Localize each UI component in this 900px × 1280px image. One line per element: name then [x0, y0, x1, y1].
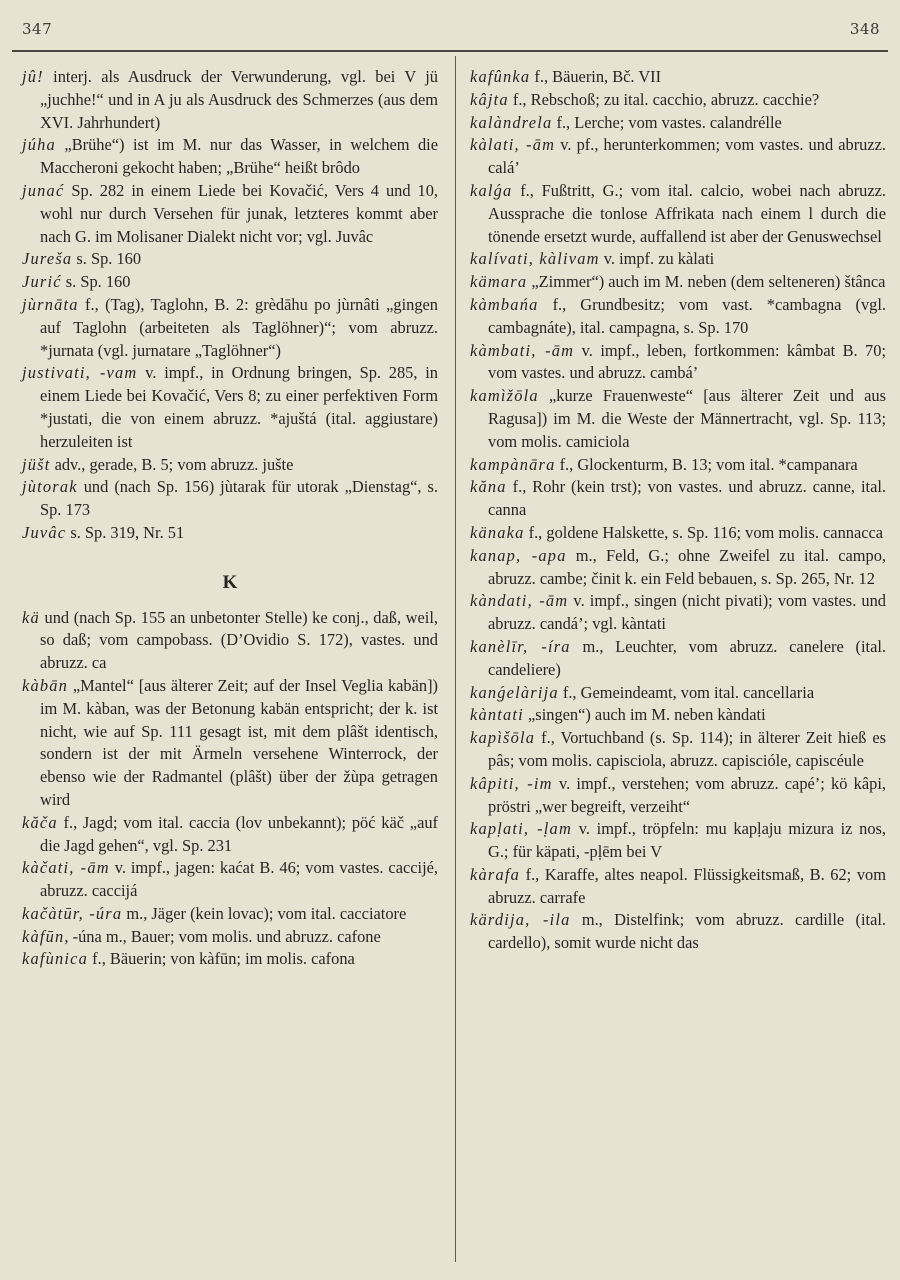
entry-definition: s. Sp. 160	[61, 272, 131, 292]
entry-headword: kalàndrela	[470, 112, 553, 132]
entry-headword: kàntati	[470, 705, 524, 725]
entry-headword: jùrnāta	[22, 294, 79, 314]
entry-definition: v. impf., verstehen; vom abruzz. capé’; kö kâpi, pröstri „wer begreift, verzeiht“	[488, 773, 886, 816]
entry-headword: kàndati, -ām	[470, 591, 569, 611]
dictionary-entry	[470, 682, 886, 705]
dictionary-entry	[470, 454, 886, 477]
entry-headword: jüšt	[22, 454, 51, 474]
entry-definition: adv., gerade, B. 5; vom abruzz. jušte	[50, 454, 294, 474]
dictionary-entry	[470, 180, 886, 248]
entry-definition: m., Leuchter, vom abruzz. canelere (ital. candeliere)	[488, 636, 886, 679]
entry-headword: jû!	[22, 67, 44, 86]
entry-headword: justivati, -vam	[22, 363, 138, 383]
entry-definition: f., (Tag), Taglohn, B. 2: grèdāhu po jùrnâti „gingen auf Taglohn (arbeiteten als Taglöhner)“; vom abruzz. *jurnata (vgl. jurnatare „Taglöhner“)	[40, 294, 438, 360]
entry-headword: Jureša	[22, 249, 73, 269]
dictionary-entry	[22, 607, 438, 675]
entry-headword: kâjta	[470, 89, 509, 109]
dictionary-entry	[22, 948, 438, 971]
entry-definition: und (nach Sp. 155 an unbetonter Stelle) ke conj., daß, weil, so daß; vom campobass. (D’Ovidio S. 172), vastes. und abruzz. ca	[39, 607, 438, 673]
entry-definition: f., Rebschoß; zu ital. cacchio, abruzz. cacchie?	[508, 89, 820, 109]
entry-definition: „Zimmer“) auch im M. neben (dem selteneren) štânca	[527, 272, 886, 292]
entry-definition: v. impf., singen (nicht pivati); vom vastes. und abruzz. candá’; vgl. kàntati	[488, 591, 887, 634]
entry-headword: Juvâc	[22, 522, 67, 542]
entry-definition: f., Grundbesitz; vom vast. *cambagna (vgl. cambagnáte), ital. campagna, s. Sp. 170	[488, 294, 886, 337]
right-column	[470, 66, 886, 955]
dictionary-entry	[22, 926, 438, 949]
entry-headword: junać	[22, 180, 65, 200]
entry-headword: jùtorak	[22, 477, 78, 497]
dictionary-entry	[22, 362, 438, 453]
entry-headword: kàfūn	[22, 926, 65, 946]
entry-headword: kanèlīr, -íra	[470, 636, 571, 656]
entry-definition: v. impf., leben, fortkommen: kâmbat B. 70; vom vastes. und abruzz. cambá’	[488, 340, 886, 383]
dictionary-entry	[470, 248, 886, 271]
entry-definition: und (nach Sp. 156) jùtarak für utorak „Dienstag“, s. Sp. 173	[40, 477, 438, 520]
entry-definition: f., Vortuchband (s. Sp. 114); in älterer Zeit hieß es pâs; vom molis. capisciola, abruzz. capiscióle, capiscéule	[488, 728, 886, 770]
entry-headword: kalívati, kàlivam	[470, 249, 600, 269]
entry-definition: m., Jäger (kein lovac); vom ital. cacciatore	[122, 903, 407, 923]
entry-headword: kàrafa	[470, 864, 520, 884]
entry-headword: kamìžōla	[470, 386, 539, 406]
column-divider	[455, 56, 456, 1262]
entry-headword: kanap, -apa	[470, 545, 567, 565]
header-rule	[12, 50, 888, 52]
entry-definition: f., Lerche; vom vastes. calandrélle	[552, 112, 782, 132]
dictionary-entry	[470, 773, 886, 819]
dictionary-entry	[470, 545, 886, 591]
entry-headword: känaka	[470, 522, 525, 542]
dictionary-entry	[470, 522, 886, 545]
right-entries	[470, 66, 886, 955]
entry-definition: s. Sp. 319, Nr. 51	[66, 522, 185, 542]
entry-definition: f., goldene Halskette, s. Sp. 116; vom molis. cannacca	[524, 522, 884, 542]
dictionary-entry	[22, 476, 438, 522]
entry-definition: f., Karaffe, altes neapol. Flüssigkeitsmaß, B. 62; vom abruzz. carrafe	[488, 864, 886, 907]
entry-headword: kapḷati, -ḷam	[470, 819, 572, 839]
dictionary-entry	[470, 112, 886, 135]
entry-headword: kačàtūr, -úra	[22, 903, 123, 923]
dictionary-entry	[22, 812, 438, 858]
dictionary-entry	[470, 704, 886, 727]
entry-headword: kàmbati, -ām	[470, 340, 575, 360]
dictionary-entry	[22, 134, 438, 180]
dictionary-entry	[470, 89, 886, 112]
dictionary-entry	[470, 476, 886, 522]
entry-headword: kâpiti, -im	[470, 773, 553, 793]
entry-definition: v. impf., in Ordnung bringen, Sp. 285, in einem Liede bei Kovačić, Vers 8; zu einer perfektiven Form *justati, die von einem abruzz. *ajuštá (ital. aggiustare) herzuleiten ist	[40, 363, 438, 451]
entry-headword: kanǵelàrija	[470, 682, 559, 702]
entry-headword: kä	[22, 607, 40, 627]
left-entries-before-section	[22, 66, 438, 545]
entry-definition: „Mantel“ [aus älterer Zeit; auf der Insel Veglia kabän]) im M. kàban, was der Betonung kabän entspricht; der k. ist nicht, wie auf Sp. 111 gesagt ist, mit dem plâšt identisch, sondern ist der mit Ärmeln versehene Winterrock, der ebenso wie der Radmantel (plâšt) über der žùpa getragen wird	[40, 675, 438, 809]
entry-headword: kàčati, -ām	[22, 858, 110, 878]
entry-definition: f., Bäuerin; von kàfūn; im molis. cafona	[88, 949, 355, 969]
dictionary-entry	[470, 727, 886, 773]
entry-headword: kämara	[470, 272, 528, 292]
dictionary-entry	[22, 903, 438, 926]
entry-definition: f., Fußtritt, G.; vom ital. calcio, wobei nach abruzz. Aussprache die tonlose Affrikata nach einem l durch die tönende ersetzt wurde, auffallend ist aber der Genuswechsel	[488, 180, 886, 246]
page-number-left: 347	[22, 20, 53, 38]
entry-definition: m., Feld, G.; ohne Zweifel zu ital. campo, abruzz. cambe; činit k. ein Feld bebauen, s. Sp. 265, Nr. 12	[488, 545, 886, 588]
entry-definition: f., Gemeindeamt, vom ital. cancellaria	[558, 682, 815, 702]
entry-headword: kăča	[22, 812, 58, 832]
entry-definition: f., Bäuerin, Bč. VII	[530, 67, 662, 86]
dictionary-entry	[470, 385, 886, 453]
entry-definition: f., Glockenturm, B. 13; vom ital. *campanara	[555, 454, 858, 474]
dictionary-entry	[22, 294, 438, 362]
entry-definition: , -úna m., Bauer; vom molis. und abruzz. cafone	[64, 926, 381, 946]
entry-headword: kàbān	[22, 675, 69, 695]
dictionary-entry	[470, 66, 886, 89]
entry-headword: kàmbańa	[470, 294, 539, 314]
entry-headword: kafùnica	[22, 949, 89, 969]
page-number-right: 348	[849, 20, 880, 38]
entry-definition: f., Rohr (kein trst); von vastes. und abruzz. canne, ital. canna	[488, 477, 886, 520]
dictionary-entry	[22, 454, 438, 477]
entry-definition: „singen“) auch im M. neben kàndati	[523, 705, 766, 725]
entry-definition: „kurze Frauenweste“ [aus älterer Zeit und aus Ragusa]) im M. die Weste der Männertracht, vgl. Sp. 113; vom molis. camiciola	[488, 386, 886, 451]
dictionary-entry	[470, 636, 886, 682]
entry-headword: kăna	[470, 477, 507, 497]
entry-definition: interj. als Ausdruck der Verwunderung, vgl. bei V jü „juchhe!“ und in A ju als Ausdruck des Schmerzes (aus dem XVI. Jahrhundert)	[40, 67, 438, 132]
entry-definition: v. impf., tröpfeln: mu kapḷaju mizura iz nos, G.; für käpati, -pḷēm bei V	[488, 819, 886, 862]
dictionary-entry	[470, 818, 886, 864]
dictionary-entry	[22, 66, 438, 134]
entry-headword: kärdija, -ila	[470, 910, 571, 930]
entry-definition: v. impf. zu kàlati	[599, 249, 715, 269]
left-entries-after-section	[22, 607, 438, 972]
entry-definition: f., Jagd; vom ital. caccia (lov unbekannt); pöć käč „auf die Jagd gehen“, vgl. Sp. 231	[40, 812, 438, 855]
dictionary-entry	[22, 522, 438, 545]
entry-definition: v. pf., herunterkommen; vom vastes. und abruzz. calá’	[488, 135, 886, 178]
section-letter-heading: K	[222, 571, 238, 593]
entry-headword: kalǵa	[470, 180, 513, 200]
dictionary-entry	[470, 590, 886, 636]
entry-definition: m., Distelfink; vom abruzz. cardille (ital. cardello), somit wurde nicht das	[488, 910, 886, 953]
dictionary-entry	[470, 340, 886, 386]
dictionary-entry	[470, 294, 886, 340]
entry-headword: kafûnka	[470, 67, 531, 86]
entry-headword: kàlati, -ām	[470, 135, 556, 155]
entry-definition: „Brühe“) ist im M. nur das Wasser, in welchem die Maccheroni gekocht haben; „Brühe“ heißt brôdo	[40, 135, 438, 178]
dictionary-entry	[470, 134, 886, 180]
dictionary-entry	[22, 248, 438, 271]
entry-headword: Jurić	[22, 272, 62, 292]
left-column	[22, 66, 438, 971]
dictionary-entry	[470, 909, 886, 955]
entry-headword: kapìšōla	[470, 728, 536, 748]
entry-definition: Sp. 282 in einem Liede bei Kovačić, Vers 4 und 10, wohl nur durch Versehen für junak, letzteres kommt aber nach G. im Molisaner Dialekt nicht vor; vgl. Juvâc	[40, 180, 438, 246]
entry-definition: v. impf., jagen: kaćat B. 46; vom vastes. caccijé, abruzz. caccijá	[40, 858, 439, 901]
entry-headword: kampànāra	[470, 454, 556, 474]
dictionary-entry	[470, 271, 886, 294]
dictionary-entry	[470, 864, 886, 910]
entry-headword: júha	[22, 135, 56, 155]
dictionary-entry	[22, 180, 438, 248]
dictionary-entry	[22, 271, 438, 294]
dictionary-entry	[22, 857, 438, 903]
dictionary-entry	[22, 675, 438, 812]
entry-definition: s. Sp. 160	[72, 249, 142, 269]
